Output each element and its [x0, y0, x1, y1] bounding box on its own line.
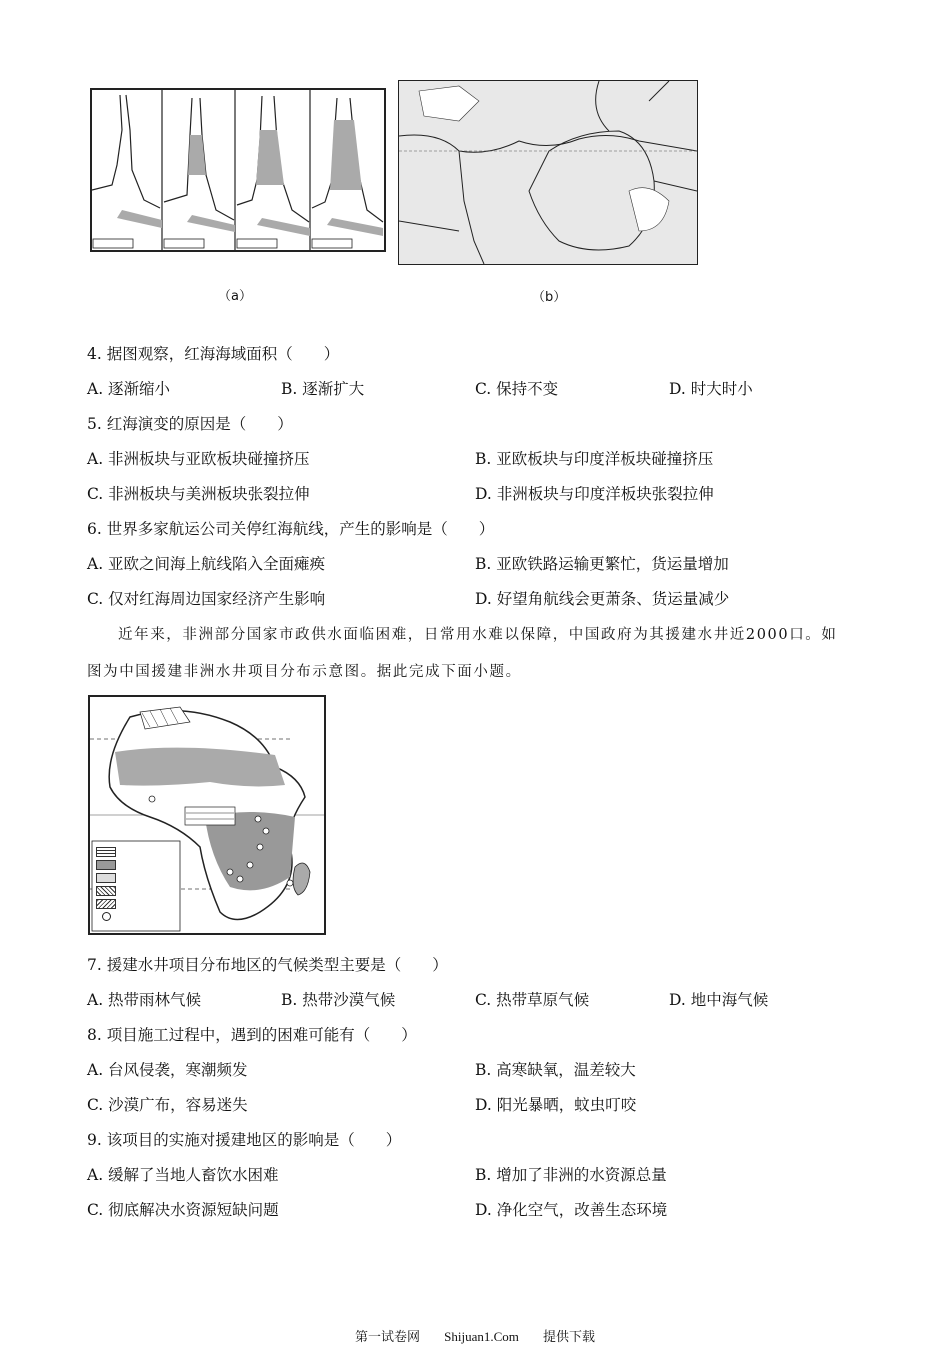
question-7-option-d[interactable]: D. 地中海气候: [669, 991, 769, 1009]
question-4-stem: 4. 据图观察，红海海域面积（ ）: [87, 345, 340, 363]
figure-b-map: [399, 81, 697, 264]
question-5-stem: 5. 红海演变的原因是（ ）: [87, 415, 293, 433]
question-4-option-c[interactable]: C. 保持不变: [475, 380, 559, 398]
footer-site-url[interactable]: Shijuan1.Com: [444, 1329, 519, 1344]
question-7-stem: 7. 援建水井项目分布地区的气候类型主要是（ ）: [87, 956, 448, 974]
figure-b: [398, 80, 698, 265]
question-6-stem: 6. 世界多家航运公司关停红海航线，产生的影响是（ ）: [87, 520, 495, 538]
question-9-option-d[interactable]: D. 净化空气，改善生态环境: [475, 1201, 668, 1219]
figure-a: [90, 88, 386, 252]
passage-line-1: 近年来，非洲部分国家市政供水面临困难，日常用水难以保障，中国政府为其援建水井近2000口。如: [118, 627, 838, 643]
africa-map-svg: [90, 697, 324, 933]
figure-a-caption: （a）: [218, 289, 252, 304]
question-5-option-c[interactable]: C. 非洲板块与美洲板块张裂拉伸: [87, 485, 310, 503]
question-4-option-b[interactable]: B. 逐渐扩大: [281, 380, 365, 398]
footer-site-name: 第一试卷网: [354, 1330, 420, 1345]
question-4-option-d[interactable]: D. 时大时小: [669, 380, 753, 398]
question-8-stem: 8. 项目施工过程中，遇到的困难可能有（ ）: [87, 1026, 417, 1044]
question-7-option-a[interactable]: A. 热带雨林气候: [87, 991, 202, 1009]
question-9-option-a[interactable]: A. 缓解了当地人畜饮水困难: [87, 1166, 279, 1184]
question-6-option-b[interactable]: B. 亚欧铁路运输更繁忙，货运量增加: [475, 555, 729, 573]
question-7-option-c[interactable]: C. 热带草原气候: [475, 991, 590, 1009]
footer-download-text: 提供下载: [543, 1330, 596, 1345]
question-9-option-b[interactable]: B. 增加了非洲的水资源总量: [475, 1166, 667, 1184]
figure-b-caption: （b）: [532, 290, 567, 305]
question-6-option-a[interactable]: A. 亚欧之间海上航线陷入全面瘫痪: [87, 555, 326, 573]
passage-line-2: 图为中国援建非洲水井项目分布示意图。据此完成下面小题。: [87, 664, 522, 680]
question-6-option-d[interactable]: D. 好望角航线会更萧条、货运量减少: [475, 590, 730, 608]
question-5-option-b[interactable]: B. 亚欧板块与印度洋板块碰撞挤压: [475, 450, 714, 468]
africa-water-well-map: [88, 695, 326, 935]
question-6-option-c[interactable]: C. 仅对红海周边国家经济产生影响: [87, 590, 326, 608]
question-9-stem: 9. 该项目的实施对援建地区的影响是（ ）: [87, 1131, 402, 1149]
question-5-option-a[interactable]: A. 非洲板块与亚欧板块碰撞挤压: [87, 450, 310, 468]
page-footer: [0, 1326, 950, 1345]
question-5-option-d[interactable]: D. 非洲板块与印度洋板块张裂拉伸: [475, 485, 714, 503]
question-7-option-b[interactable]: B. 热带沙漠气候: [281, 991, 396, 1009]
question-8-option-a[interactable]: A. 台风侵袭，寒潮频发: [87, 1061, 248, 1079]
question-4-option-a[interactable]: A. 逐渐缩小: [87, 380, 171, 398]
question-9-option-c[interactable]: C. 彻底解决水资源短缺问题: [87, 1201, 279, 1219]
question-8-option-b[interactable]: B. 高寒缺氧，温差较大: [475, 1061, 636, 1079]
figure-a-map: [92, 90, 384, 250]
question-8-option-c[interactable]: C. 沙漠广布，容易迷失: [87, 1096, 248, 1114]
question-8-option-d[interactable]: D. 阳光暴晒，蚊虫叮咬: [475, 1096, 637, 1114]
